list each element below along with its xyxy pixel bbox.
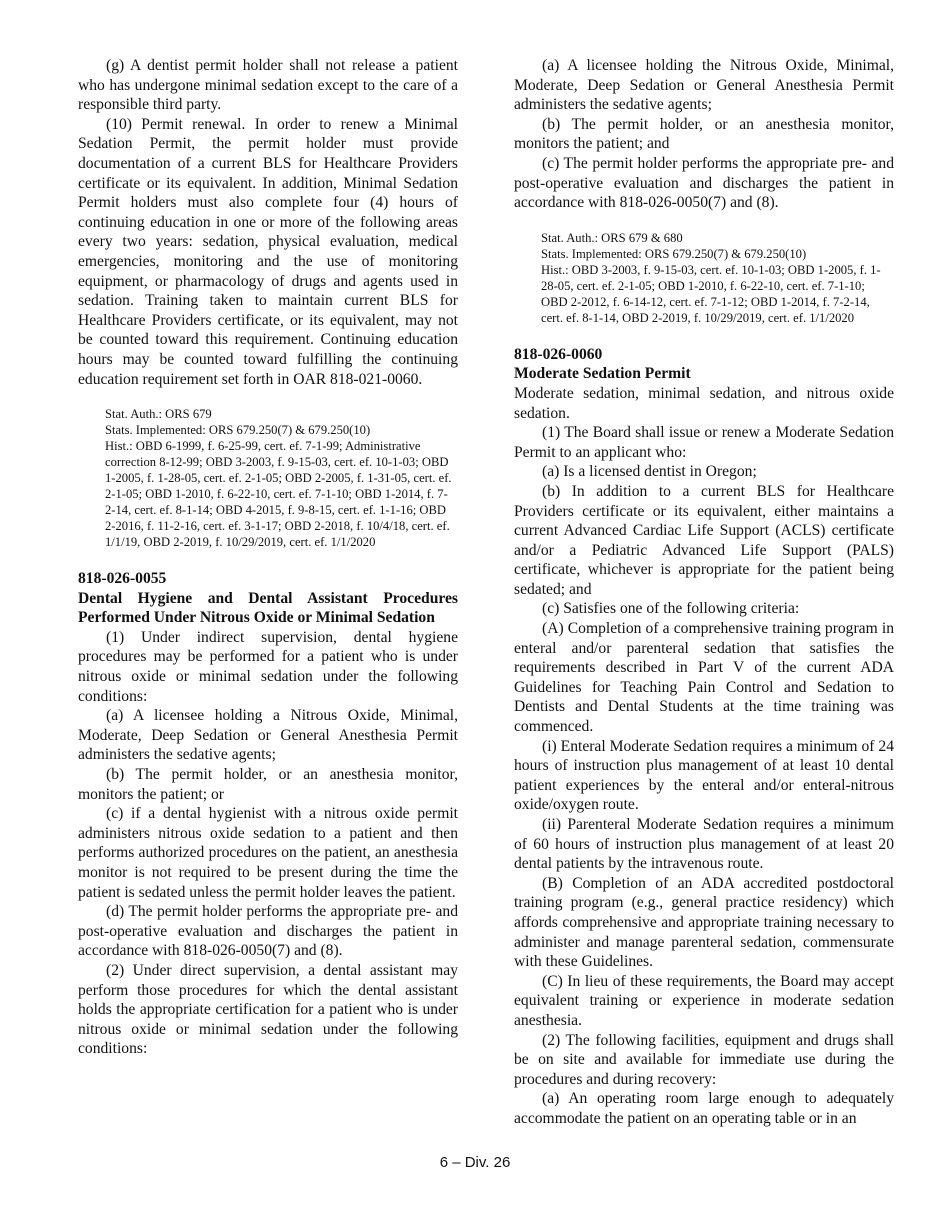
rule-paragraph: (2) Under direct supervision, a dental assistant may perform those procedures for which the dental assistant holds the appropriate certification for a patient who is under nitrous oxide or minimal sedation under the following conditions: [78,961,458,1058]
statutory-history-block [541,230,894,326]
rule-paragraph: (i) Enteral Moderate Sedation requires a minimum of 24 hours of instruction plus management of at least 10 dental patient experiences by the enteral and/or enteral-nitrous oxide/oxygen route. [514,737,894,814]
rule-paragraph: (b) The permit holder, or an anesthesia monitor, monitors the patient; or [78,766,458,803]
paragraph-g-release-patient: (g) A dentist permit holder shall not release a patient who has undergone minimal sedation except to the care of a responsible third party. [78,57,458,114]
rule-paragraph: (B) Completion of an ADA accredited postdoctoral training program (e.g., general practice residency) which affords comprehensive and appropriate training necessary to administer and manage parenteral sedation, commensurate with these Guidelines. [514,874,894,971]
rule-paragraph: (c) The permit holder performs the appropriate pre- and post-operative evaluation and discharges the patient in accordance with 818-026-0050(7) and (8). [514,154,894,212]
rule-paragraph: (b) In addition to a current BLS for Healthcare Providers certificate or its equivalent, either maintains a current Advanced Cardiac Life Support (ACLS) certificate and/or a Pediatric Advanced Life Support (PALS) certificate, whichever is appropriate for the patient being sedated; and [514,482,894,598]
stat-auth: Stat. Auth.: ORS 679 [105,407,212,422]
rule-paragraph: (c) Satisfies one of the following criteria: [542,600,800,618]
paragraph-permit-renewal: (10) Permit renewal. In order to renew a Minimal Sedation Permit, the permit holder must provide documentation of a current BLS for Healthcare Providers certificate or its equivalent. In addition, Minimal Sedation Permit holders must also complete four (4) hours of continuing education in one or more of the following areas every two years: sedation, physical evaluation, medical emergencies, monitoring and the use of monitoring equipment, or pharmacology of drugs and agents used in sedation. Training taken to maintain current BLS for Healthcare Providers certificate, or its equivalent, may not be counted toward this requirement. Continuing education hours may be counted toward fulfilling the continuing education requirement set forth in OAR 818-021-0060. [78,115,458,388]
rule-paragraph: (a) A licensee holding the Nitrous Oxide, Minimal, Moderate, Deep Sedation or General Anesthesia Permit administers the sedative agents; [514,57,894,114]
rule-paragraph: (a) A licensee holding a Nitrous Oxide, Minimal, Moderate, Deep Sedation or General Anesthesia Permit administers the sedative agents; [78,707,458,764]
rule-paragraph: (ii) Parenteral Moderate Sedation requires a minimum of 60 hours of instruction plus management of at least 20 dental patients by the intravenous route. [514,816,894,873]
stats-implemented: Stats. Implemented: ORS 679.250(7) & 679.250(10) [541,246,807,261]
rule-paragraph: (A) Completion of a comprehensive training program in enteral and/or parenteral sedation that satisfies the requirements described in Part V of the current ADA Guidelines for Teaching Pain Control and Sedation to Dentists and Dental Students at the time training was commenced. [514,620,894,736]
stats-implemented: Stats. Implemented: ORS 679.250(7) & 679.250(10) [105,423,371,438]
section-title: Moderate Sedation Permit [514,365,691,383]
history-text: Hist.: OBD 6-1999, f. 6-25-99, cert. ef. 7-1-99; Administrative correction 8-12-99; OBD 3-2003, f. 9-15-03, cert. ef. 10-1-03; OBD 1-2005, f. 1-28-05, cert. ef. 2-1-05; OBD 2-2005, f. 1-31-05, cert. ef. 2-1-05; OBD 1-2010, f. 6-22-10, cert. ef. 7-1-10; OBD 1-2014, f. 7-2-14, cert. ef. 8-1-14; OBD 4-2015, f. 9-8-15, cert. ef. 1-1-16; OBD 2-2016, f. 11-2-16, cert. ef. 3-1-17; OBD 2-2018, f. 10/4/18, cert. ef. 1/1/19, OBD 2-2019, f. 10/29/2019, cert. ef. 1/1/2020 [105,439,452,550]
rule-paragraph: (C) In lieu of these requirements, the Board may accept equivalent training or experience in moderate sedation anesthesia. [514,972,894,1029]
statutory-history-block [105,406,458,550]
page-footer: 6 – Div. 26 [439,1154,511,1171]
rule-paragraph: (1) The Board shall issue or renew a Moderate Sedation Permit to an applicant who: [514,424,894,461]
rule-paragraph: (d) The permit holder performs the appropriate pre- and post-operative evaluation and discharges the patient in accordance with 818-026-0050(7) and (8). [78,903,458,960]
rule-paragraph: (1) Under indirect supervision, dental hygiene procedures may be performed for a patient who is under nitrous oxide or minimal sedation under the following conditions: [78,628,458,705]
rule-paragraph: (a) Is a licensed dentist in Oregon; [542,463,757,481]
history-text: Hist.: OBD 3-2003, f. 9-15-03, cert. ef. 10-1-03; OBD 1-2005, f. 1-28-05, cert. ef. 2-1-05; OBD 1-2010, f. 6-22-10, cert. ef. 7-1-10; OBD 2-2012, f. 6-14-12, cert. ef. 7-1-12; OBD 1-2014, f. 7-2-14, cert. ef. 8-1-14, OBD 2-2019, f. 10/29/2019, cert. ef. 1/1/2020 [541,262,881,325]
section-intro: Moderate sedation, minimal sedation, and nitrous oxide sedation. [514,384,894,422]
stat-auth: Stat. Auth.: ORS 679 & 680 [541,230,683,245]
section-number: 818-026-0055 [78,570,167,588]
rule-paragraph: (2) The following facilities, equipment and drugs shall be on site and available for immediate use during the procedures and during recovery: [514,1031,894,1088]
left-column [78,56,458,1059]
section-number: 818-026-0060 [514,345,603,363]
rule-paragraph: (b) The permit holder, or an anesthesia monitor, monitors the patient; and [514,115,894,153]
right-column [514,56,894,1129]
section-title: Dental Hygiene and Dental Assistant Procedures Performed Under Nitrous Oxide or Minimal Sedation [78,589,458,627]
rule-paragraph: (a) An operating room large enough to adequately accommodate the patient on an operating table or in an [514,1090,894,1127]
rule-paragraph: (c) if a dental hygienist with a nitrous oxide permit administers nitrous oxide sedation to a patient and then performs authorized procedures on the patient, an anesthesia monitor is not required to be present during the time the patient is sedated unless the permit holder leaves the patient. [78,805,458,901]
